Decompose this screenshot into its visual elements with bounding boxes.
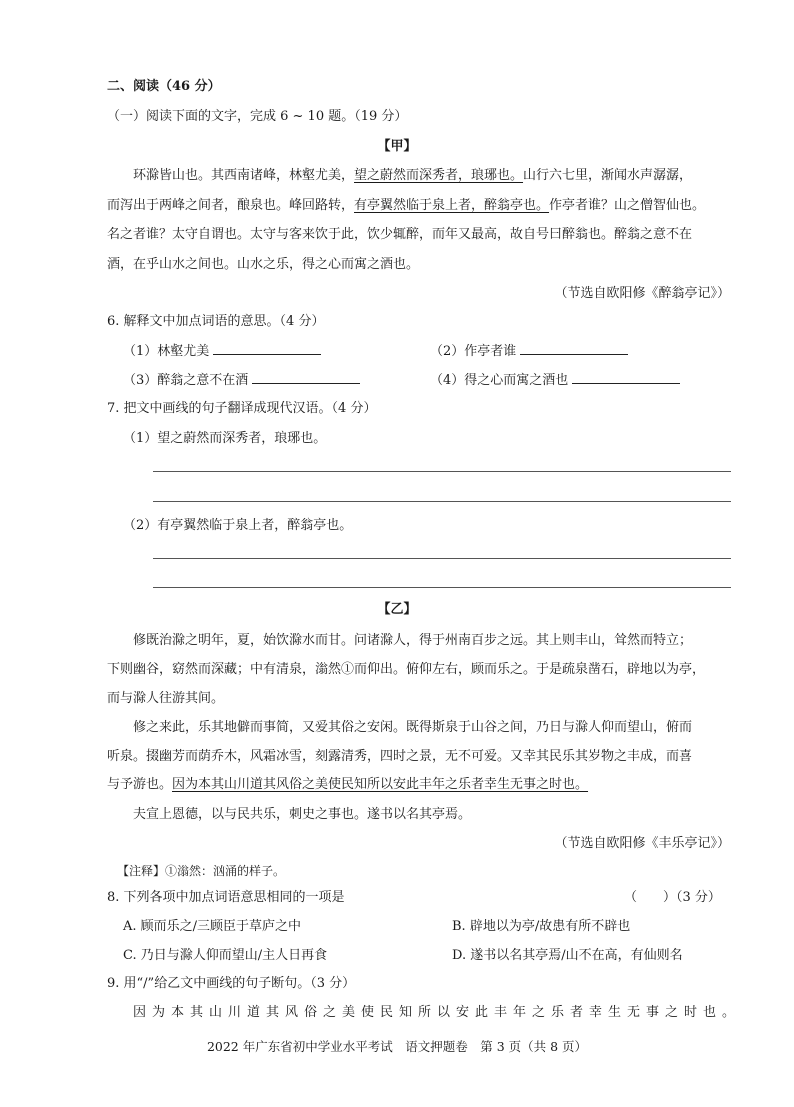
question-6-item-3: （3）醉翁之意不在酒: [123, 371, 360, 390]
yi-underlined-sentence: 因为本其山川道其风俗之美使民知所以安此丰年之乐者幸生无事之时也。: [172, 777, 589, 792]
question-6-item-4: （4）得之心而寓之酒也: [430, 371, 680, 390]
jia-source: （节选自欧阳修《醉翁亭记》）: [554, 286, 730, 301]
answer-line[interactable]: [153, 587, 731, 588]
question-7-item-1: （1）望之蔚然而深秀者，琅琊也。: [123, 431, 327, 446]
yi-line-3: 而与滁人往游其间。: [107, 691, 225, 706]
question-6-item-1: （1）林壑尤美: [123, 342, 321, 361]
question-8-paren[interactable]: （ ）（3 分）: [624, 890, 721, 905]
yi-line-7: 夫宣上恩德，以与民共乐，刺史之事也。遂书以名其亭焉。: [133, 807, 472, 822]
question-7-item-2: （2）有亭翼然临于泉上者，醉翁亭也。: [123, 518, 353, 533]
passage-jia-label: 【甲】: [377, 139, 417, 154]
question-6-stem: 6. 解释文中加点词语的意思。（4 分）: [107, 314, 325, 329]
passage-yi-label: 【乙】: [377, 602, 417, 617]
question-9-stem: 9. 用“/”给乙文中画线的句子断句。（3 分）: [107, 976, 356, 991]
question-7-stem: 7. 把文中画线的句子翻译成现代汉语。（4 分）: [107, 401, 377, 416]
question-8-option-b[interactable]: B. 辟地以为亭/故患有所不辟也: [452, 919, 631, 934]
question-8-option-a[interactable]: A. 顾而乐之/三顾臣于草庐之中: [123, 919, 302, 934]
answer-line[interactable]: [153, 558, 731, 559]
yi-annotation: 【注释】①滃然：汹涌的样子。: [117, 864, 286, 878]
question-8-option-c[interactable]: C. 乃日与滁人仰而望山/主人日再食: [123, 948, 328, 963]
yi-line-6: 与予游也。因为本其山川道其风俗之美使民知所以安此丰年之乐者幸生无事之时也。: [107, 777, 589, 792]
question-6-item-2: （2）作亭者谁: [430, 342, 628, 361]
answer-line[interactable]: [153, 501, 731, 502]
jia-paragraph-line-2: 而泻出于两峰之间者，酿泉也。峰回路转，有亭翼然临于泉上者，醉翁亭也。作亭者谁？山之僧智仙也。: [107, 198, 706, 213]
jia-paragraph-line-1: 环滁皆山也。其西南诸峰，林壑尤美，望之蔚然而深秀者，琅琊也。山行六七里，渐闻水声潺潺，: [133, 168, 693, 183]
question-8-stem: 8. 下列各项中加点词语意思相同的一项是: [107, 890, 345, 905]
yi-line-1: 修既治滁之明年，夏，始饮滁水而甘。问诸滁人，得于州南百步之远。其上则丰山，耸然而特立；: [133, 633, 693, 648]
answer-blank[interactable]: [572, 371, 680, 384]
jia-paragraph-line-4: 酒，在乎山水之间也。山水之乐，得之心而寓之酒也。: [107, 257, 420, 272]
answer-blank[interactable]: [520, 342, 628, 355]
question-8-option-d[interactable]: D. 遂书以名其亭焉/山不在高，有仙则名: [452, 948, 683, 963]
section-heading: 二、阅读（46 分）: [107, 79, 221, 94]
answer-line[interactable]: [153, 471, 731, 472]
yi-line-2: 下则幽谷，窈然而深藏；中有清泉，滃然①而仰出。俯仰左右，顾而乐之。于是疏泉凿石，辟地以为亭，: [107, 662, 706, 677]
answer-blank[interactable]: [252, 371, 360, 384]
page-footer: 2022 年广东省初中学业水平考试 语文押题卷 第 3 页（共 8 页）: [206, 1039, 588, 1054]
answer-blank[interactable]: [213, 342, 321, 355]
question-9-sentence[interactable]: 因为本其山川道其风俗之美使民知所以安此丰年之乐者幸生无事之时也。: [133, 1005, 742, 1020]
jia-underlined-sentence-1: 望之蔚然而深秀者，琅琊也。: [354, 168, 524, 183]
yi-line-4: 修之来此，乐其地僻而事简，又爱其俗之安闲。既得斯泉于山谷之间，乃日与滁人仰而望山，俯而: [133, 720, 693, 735]
yi-line-5: 听泉。掇幽芳而荫乔木，风霜冰雪，刻露清秀，四时之景，无不可爱。又幸其民乐其岁物之丰成，而喜: [107, 749, 693, 764]
section-subheading: （一）阅读下面的文字，完成 6 ~ 10 题。（19 分）: [107, 109, 408, 124]
jia-underlined-sentence-2: 有亭翼然临于泉上者，醉翁亭也。: [354, 198, 550, 213]
yi-source: （节选自欧阳修《丰乐亭记》）: [554, 836, 730, 851]
jia-paragraph-line-3: 名之者谁？太守自谓也。太守与客来饮于此，饮少辄醉，而年又最高，故自号曰醉翁也。醉翁之意不在: [107, 227, 693, 242]
